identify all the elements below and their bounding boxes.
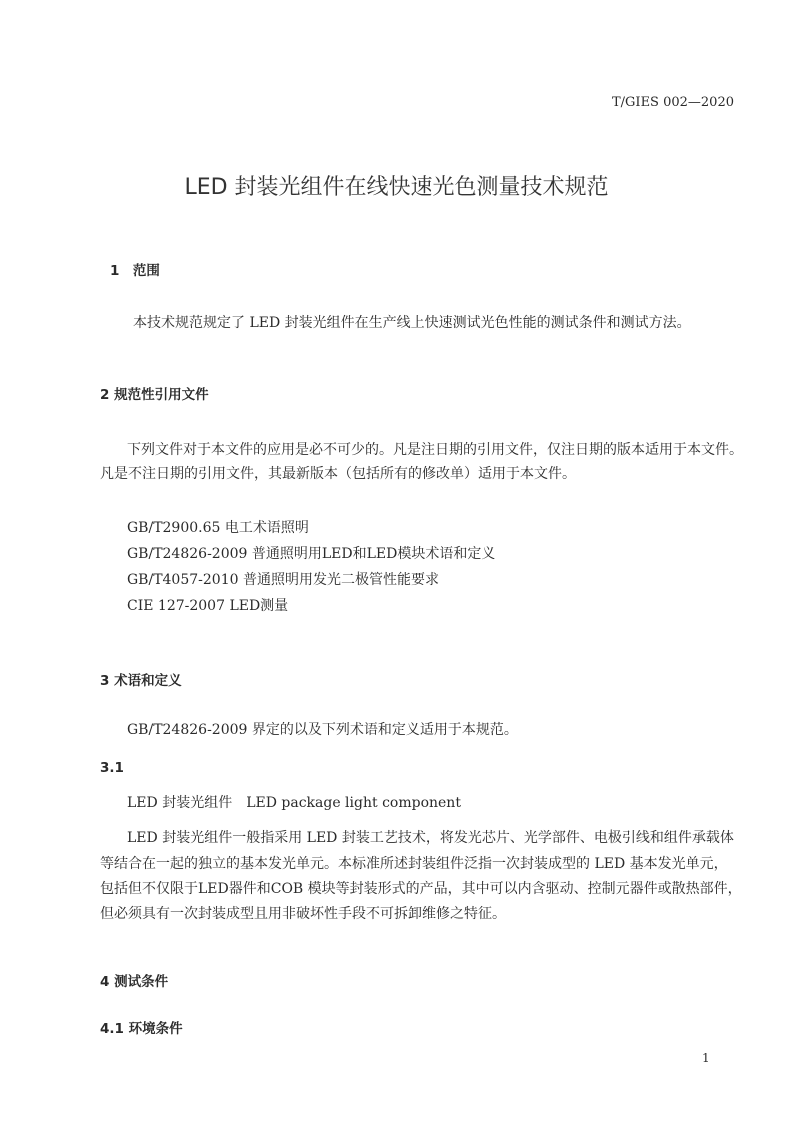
definition-line: 等结合在一起的独立的基本发光单元。本标准所述封装组件泛指一次封装成型的 LED 基本发光单元， [100,856,728,872]
reference-item: GB/T24826-2009 普通照明用LED和LED模块术语和定义 [127,546,496,562]
section-1-heading: 1 范围 [110,263,160,279]
section-3-heading: 3 术语和定义 [100,673,182,689]
section-1-paragraph: 本技术规范规定了 LED 封装光组件在生产线上快速测试光色性能的测试条件和测试方法。 [133,315,691,331]
document-number: T/GIES 002—2020 [612,95,734,110]
definition-line: 但必须具有一次封装成型且用非破坏性手段不可拆卸维修之特征。 [100,906,506,922]
section-2-para-line: 凡是不注日期的引用文件，其最新版本（包括所有的修改单）适用于本文件。 [100,466,576,482]
section-4-1-heading: 4.1 环境条件 [100,1021,183,1037]
section-2-para-line: 下列文件对于本文件的应用是必不可少的。凡是注日期的引用文件，仅注日期的版本适用于本文件。 [127,442,743,458]
reference-item: CIE 127-2007 LED测量 [127,598,289,614]
section-3-paragraph: GB/T24826-2009 界定的以及下列术语和定义适用于本规范。 [127,722,518,738]
definition-line: 包括但不仅限于LED器件和COB 模块等封装形式的产品，其中可以内含驱动、控制元器件或散热部件， [100,881,742,897]
definition-line: LED 封装光组件一般指采用 LED 封装工艺技术，将发光芯片、光学部件、电极引线和组件承载体 [127,830,734,846]
term-entry: LED 封装光组件 LED package light component [127,795,461,811]
section-4-heading: 4 测试条件 [100,974,169,990]
subsection-number: 3.1 [100,760,124,776]
reference-item: GB/T2900.65 电工术语照明 [127,520,309,536]
page-number: 1 [702,1051,710,1065]
reference-item: GB/T4057-2010 普通照明用发光二极管性能要求 [127,572,439,588]
section-2-heading: 2 规范性引用文件 [100,387,209,403]
page-title: LED 封装光组件在线快速光色测量技术规范 [184,175,609,200]
